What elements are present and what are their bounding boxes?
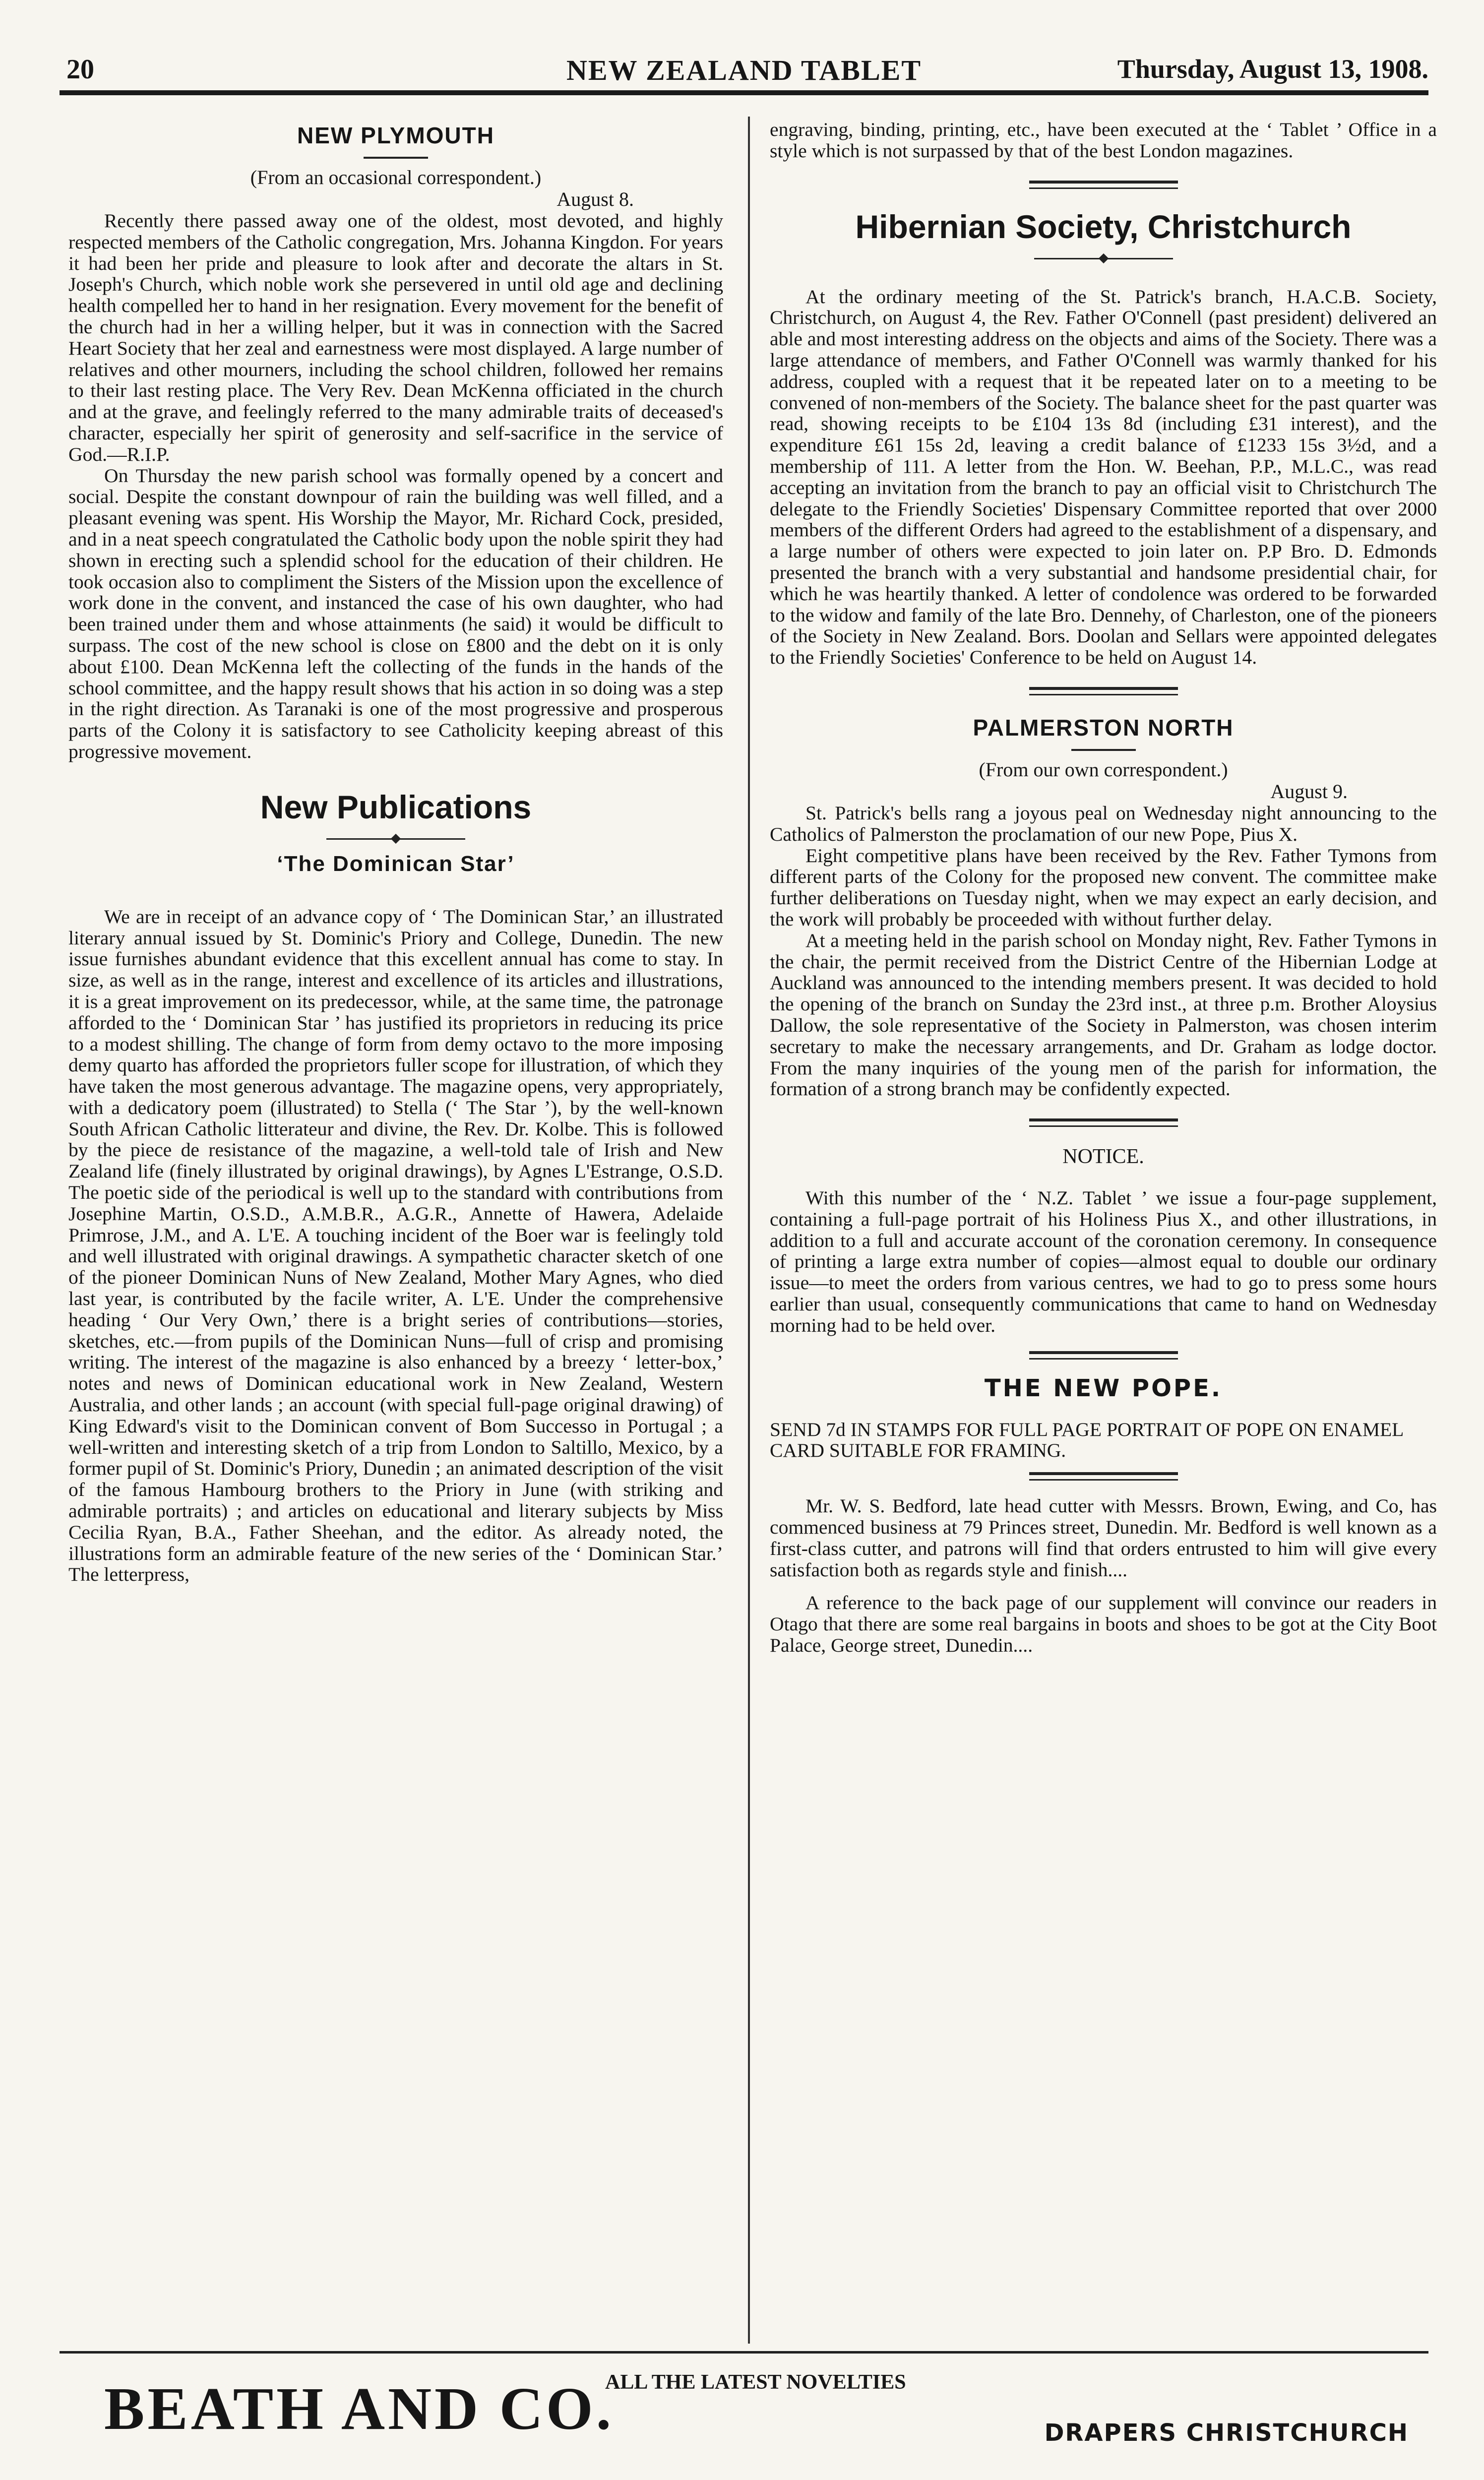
article-new-publications bbox=[68, 788, 723, 1586]
footer-rule bbox=[60, 2351, 1428, 2354]
advert-heading: THE NEW POPE. bbox=[984, 1374, 1223, 1402]
advert-paragraph: A reference to the back page of our supplement will convince our readers in Otago that there are some real bargains in boots and shoes to be got at the City Boot Palace, George street, Dunedin.... bbox=[770, 1592, 1437, 1657]
advertiser-name: BEATH AND CO. bbox=[104, 2375, 615, 2442]
double-rule bbox=[1029, 1472, 1178, 1481]
double-rule bbox=[1029, 1118, 1178, 1127]
article-paragraph: We are in receipt of an advance copy of ‘ The Dominican Star,’ an illustrated literary annual issued by St. Dominic's Priory and College, Dunedin. The new issue furnishes abundant evidence that this excellent annual has come to stay. In size, as well as in the range, interest and excellence of its articles and illustrations, it is a great improvement on its predecessor, while, at the same time, the patronage afforded to the ‘ Dominican Star ’ has justified its proprietors in reducing its price to a modest shilling. The change of form from demy octavo to the more imposing demy quarto has afforded the proprietors fuller scope for illustration, of which they have taken the most generous advantage. The magazine opens, very appropriately, with a dedicatory poem (illustrated) to Stella (‘ The Star ’), by the well-known South African Catholic litterateur and divine, the Rev. Dr. Kolbe. This is followed by the piece de resistance of the magazine, a well-told tale of Irish and New Zealand life (finely illustrated by original drawings), by Agnes L'Estrange, O.S.D. The poetic side of the periodical is well up to the standard with contributions from Josephine Martin, O.S.D., A.M.B.R., A.G.R., Annette of Hawera, Adelaide Primrose, J.M., and A. L'E. A touching incident of the Boer war is feelingly told and well illustrated with original drawings. A sympathetic character sketch of one of the pioneer Dominican Nuns of New Zealand, Mother Mary Agnes, who died last year, is contributed by the facile writer, A. L'E. Under the comprehensive heading ‘ Our Very Own,’ there is a bright series of contributions—stories, sketches, etc.—from pupils of the Dominican Nuns—full of crisp and promising writing. The interest of the magazine is also enhanced by a breezy ‘ letter-box,’ notes and news of Dominican educational work in New Zealand, Western Australia, and other lands ; an account (with special full-page original drawing) of King Edward's visit to the Dominican convent of Bom Successo in Portugal ; a well-written and interesting sketch of a trip from London to Saltillo, Mexico, by a former pupil of St. Dominic's Priory, Dunedin ; an animated description of the visit of the famous Hambourg brothers to the Priory in June (with striking and admirable portraits) ; and articles on educational and literary subjects by Miss Cecilia Ryan, B.A., Father Sheehan, and the editor. As already noted, the illustrations form an admirable feature of the new series of the ‘ Dominican Star.’ The letterpress, bbox=[68, 905, 723, 1586]
article-paragraph: At the ordinary meeting of the St. Patrick's branch, H.A.C.B. Society, Christchurch, on August 4, the Rev. Father O'Connell (past president) delivered an able and most interesting address on the objects and aims of the Society. There was a large attendance of members, and Father O'Connell was warmly thanked for his address, coupled with a request that it be repeated later on to a meeting to be convened of non-members of the Society. The balance sheet for the past quarter was read, showing receipts to be £104 13s 8d (including £31 interest), and the expenditure £61 15s 2d, leaving a credit balance of £1233 15s 3½d, and a membership of 111. A letter from the Hon. W. Beehan, P.P., M.L.C., was read accepting an invitation from the branch to pay an official visit to Christchurch The delegate to the Friendly Societies' Dispensary Committee reported that over 2000 members of the different Orders had agreed to the establishment of a dispensary, and a large number of others were expected to join later on. P.P Bro. D. Edmonds presented the branch with a very substantial and handsome presidential chair, for which he was heartily thanked. A letter of condolence was ordered to be forwarded to the widow and family of the late Bro. Dennehy, of Charleston, one of the pioneers of the Society in New Zealand. Bors. Doolan and Sellars were appointed delegates to the Friendly Societies' Conference to be held on August 14. bbox=[770, 285, 1437, 669]
article-heading: PALMERSTON NORTH bbox=[973, 714, 1234, 741]
article-new-plymouth bbox=[68, 122, 723, 762]
heading-rule bbox=[1071, 749, 1136, 751]
article-dateline: August 9. bbox=[1270, 780, 1348, 803]
new-pope-advert bbox=[770, 1374, 1437, 1462]
section-heading: New Publications bbox=[260, 788, 532, 825]
advert-location: DRAPERS CHRISTCHURCH bbox=[1044, 2419, 1409, 2447]
masthead-rule bbox=[60, 90, 1428, 95]
continued-text: engraving, binding, printing, etc., have been executed at the ‘ Tablet ’ Office in a style which is not surpassed by that of the best London magazines. bbox=[770, 119, 1437, 162]
article-paragraph: On Thursday the new parish school was formally opened by a concert and social. Despite the constant downpour of rain the building was well filled, and a pleasant evening was spent. His Worship the Mayor, Mr. Richard Cock, presided, and in a neat speech congratulated the Catholic body upon the noble spirit they had shown in erecting such a splendid school for the education of their children. He took occasion also to compliment the Sisters of the Mission upon the excellence of work done in the convent, and instanced the case of his own daughter, who had been trained under them and whose attainments (he said) it would be difficult to surpass. The cost of the new school is close on £800 and the debt on it is only about £100. Dean McKenna left the collecting of the funds in the hands of the school committee, and the happy result shows that his action in so doing was a step in the right direction. As Taranaki is one of the most progressive and prosperous parts of the Colony it is satisfactory to see Catholicity keeping abreast of this progressive movement. bbox=[68, 464, 723, 762]
article-byline: (From our own correspondent.) bbox=[979, 758, 1228, 781]
article-paragraph: St. Patrick's bells rang a joyous peal on Wednesday night announcing to the Catholics of Palmerston the proclamation of our new Pope, Pius X. bbox=[770, 802, 1437, 845]
heading-rule bbox=[364, 157, 428, 159]
page-number: 20 bbox=[66, 54, 94, 85]
left-column bbox=[68, 119, 723, 1585]
advert-tagline: ALL THE LATEST NOVELTIES bbox=[605, 2371, 906, 2394]
article-heading: NEW PLYMOUTH bbox=[297, 123, 495, 148]
article-palmerston-north bbox=[770, 714, 1437, 1100]
article-hibernian-society bbox=[770, 208, 1437, 668]
double-rule bbox=[1029, 181, 1178, 189]
article-byline: (From an occasional correspondent.) bbox=[250, 166, 542, 188]
article-dateline: August 8. bbox=[556, 188, 634, 210]
article-paragraph: Eight competitive plans have been received by the Rev. Father Tymons from different parts of the Colony for the proposed new convent. The committee make further deliberations on Tuesday night, when we may expect an early decision, and the work will probably be proceeded with without further delay. bbox=[770, 844, 1437, 930]
advert-text: SEND 7d IN STAMPS FOR FULL PAGE PORTRAIT OF POPE ON ENAMEL CARD SUITABLE FOR FRAMING. bbox=[770, 1418, 1403, 1462]
issue-date: Thursday, August 13, 1908. bbox=[1117, 54, 1428, 84]
advert-paragraph: Mr. W. S. Bedford, late head cutter with Messrs. Brown, Ewing, and Co, has commenced business at 79 Princes street, Dunedin. Mr. Bedford is well known as a first-class cutter, and patrons will find that orders entrusted to him will give every satisfaction both as regards style and finish.... bbox=[770, 1495, 1437, 1581]
right-column bbox=[770, 119, 1437, 1656]
column-divider bbox=[748, 117, 750, 2344]
double-rule bbox=[1029, 1351, 1178, 1360]
double-rule bbox=[1029, 687, 1178, 695]
notice bbox=[770, 1146, 1437, 1336]
article-paragraph: Recently there passed away one of the oldest, most devoted, and highly respected members of the Catholic congregation, Mrs. Johanna Kingdon. For years it had been her pride and pleasure to look after and decorate the altars in St. Joseph's Church, which noble work she persevered in until old age and declining health compelled her to hand in her resignation. Every movement for the benefit of the church had in her a willing helper, but it was in connection with the Sacred Heart Society that her zeal and earnestness were most displayed. A large number of relatives and other mourners, including the school children, followed her remains to their last resting place. The Very Rev. Dean McKenna officiated in the church and at the grave, and feelingly referred to the many admirable traits of deceased's character, especially her spirit of generosity and self-sacrifice in the service of God.—R.I.P. bbox=[68, 210, 723, 465]
paper-title: NEW ZEALAND TABLET bbox=[566, 54, 922, 86]
ornament-rule bbox=[326, 833, 465, 845]
section-heading: Hibernian Society, Christchurch bbox=[855, 208, 1352, 245]
masthead bbox=[60, 54, 1428, 93]
footer-advert bbox=[60, 2363, 1428, 2463]
article-subheading: ‘The Dominican Star’ bbox=[277, 851, 515, 876]
article-paragraph: At a meeting held in the parish school on Monday night, Rev. Father Tymons in the chair, the permit received from the District Centre of the Hibernian Lodge at Auckland was announced to the intending members present. It was decided to hold the opening of the branch on Sunday the 23rd inst., at three p.m. Brother Aloysius Dallow, the sole representative of the Society in Palmerston, was chosen interim secretary to make the necessary arrangements, and Dr. Graham as lodge doctor. From the many inquiries of the young men of the parish for information, the formation of a strong branch may be confidently expected. bbox=[770, 929, 1437, 1100]
notice-heading: NOTICE. bbox=[1062, 1145, 1144, 1169]
notice-paragraph: With this number of the ‘ N.Z. Tablet ’ we issue a four-page supplement, containing a full-page portrait of his Holiness Pius X., and other illustrations, in addition to a full and accurate account of the coronation ceremony. In consequence of printing a large extra number of copies—almost equal to double our ordinary issue—to meet the orders from various centres, we had to go to press some hours earlier than usual, consequently communications that came to hand on Wednesday morning had to be held over. bbox=[770, 1187, 1437, 1336]
ornament-rule bbox=[1034, 252, 1173, 264]
